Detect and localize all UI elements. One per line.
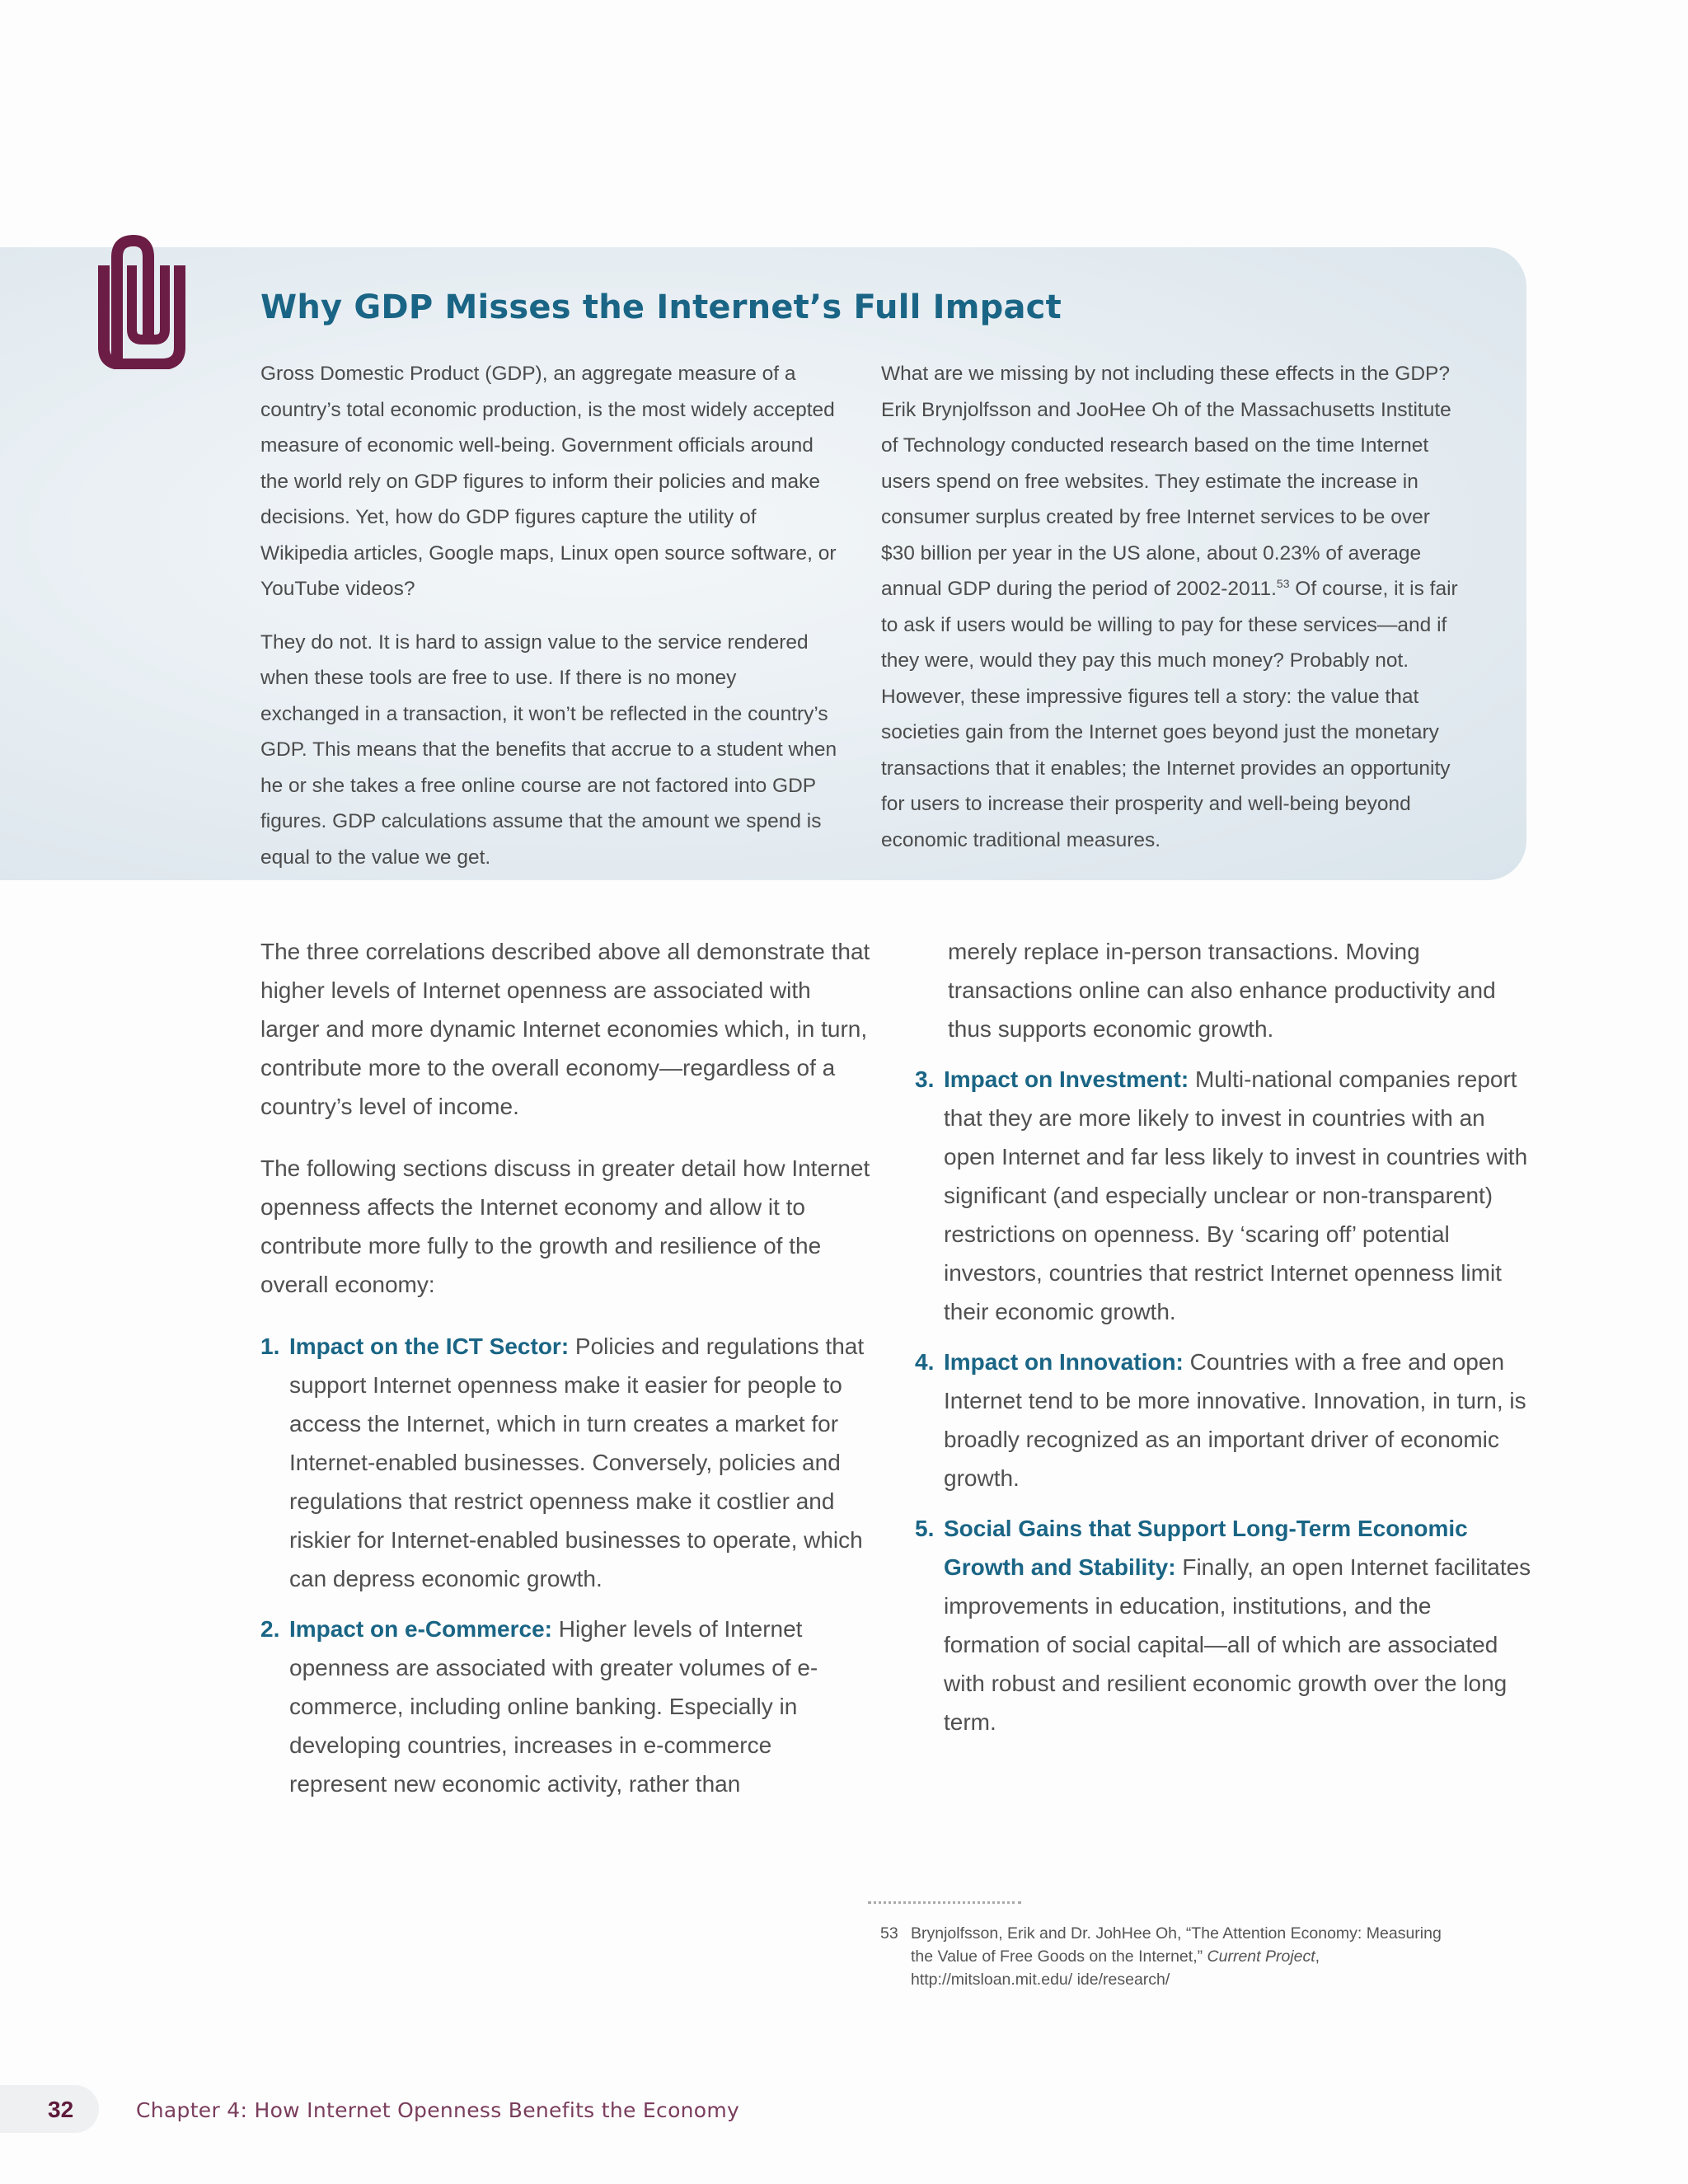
- footnote-divider: [868, 1901, 1021, 1904]
- list-text: Multi-national companies report that they are more likely to invest in countries with an open Internet and far less likely to invest in countries with significant (and especially unclear or non-transparent) restrictions on openness. By ‘scaring off’ potential investors, countries that restrict Internet openness limit their economic growth.: [944, 1066, 1528, 1324]
- openness-logo-icon: [97, 232, 188, 369]
- sidebar-left-column: [260, 356, 841, 893]
- body-left-column: [260, 932, 875, 1815]
- footnote: [880, 1922, 1457, 1991]
- list-item: [260, 1327, 875, 1598]
- page-number: 32: [48, 2097, 74, 2122]
- sidebar-paragraph: They do not. It is hard to assign value to the service rendered when these tools are free to use. If there is no money exchanged in a transaction, it won’t be reflected in the country’s GDP. This means that the benefits that accrue to a student when he or she takes a free online course are not factored into GDP figures. GDP calculations assume that the amount we spend is equal to the value we get.: [260, 630, 837, 869]
- list-number: 2.: [260, 1616, 280, 1642]
- impact-list-continued: [915, 1060, 1533, 1741]
- list-text: Finally, an open Internet facilitates improvements in education, institutions, and the formation of social capital—all of which are associated with robust and resilient economic growth over the long term.: [944, 1554, 1531, 1735]
- footnote-reference[interactable]: 53: [1276, 576, 1290, 590]
- footnote-text: [880, 1922, 1457, 1991]
- footnote-text-part: Brynjolfsson, Erik and Dr. JohHee Oh, “The Attention Economy: Measuring the Value of Free Goods on the Internet,”: [911, 1924, 1442, 1966]
- body-right-column: [915, 932, 1533, 1753]
- list-heading: Impact on Investment:: [944, 1066, 1189, 1092]
- sidebar-text: Of course, it is fair to ask if users would be willing to pay for these services—and if they were, would they pay this much money? Probably not. However, these impressive figures tell a story: the value that societies gain from the Internet goes beyond just the monetary transactions that it enables; the Internet provides an opportunity for users to increase their prosperity and well-being beyond economic traditional measures.: [881, 578, 1458, 851]
- sidebar-title: Why GDP Misses the Internet’s Full Impact: [260, 288, 1062, 326]
- list-item: [915, 1509, 1533, 1741]
- list-text: Countries with a free and open Internet tend to be more innovative. Innovation, in turn, is broadly recognized as an important driver of economic growth.: [944, 1349, 1526, 1491]
- body-paragraph: The three correlations described above all demonstrate that higher levels of Internet openness are associated with larger and more dynamic Internet economies which, in turn, contribute more to the overall economy—regardless of a country’s level of income.: [260, 939, 870, 1119]
- list-item: [260, 1610, 875, 1803]
- list-heading: Social Gains that Support Long-Term Economic Growth and Stability:: [944, 1516, 1468, 1580]
- body-paragraph: The following sections discuss in greater detail how Internet openness affects the Internet economy and allow it to contribute more fully to the growth and resilience of the overall economy:: [260, 1155, 870, 1297]
- list-continuation: merely replace in-person transactions. Moving transactions online can also enhance productivity and thus supports economic growth.: [948, 939, 1496, 1042]
- list-item: [915, 1343, 1533, 1497]
- sidebar-text: What are we missing by not including these effects in the GDP? Erik Brynjolfsson and JooHee Oh of the Massachusetts Institute of Technology conducted research based on the time Internet users spend on free websites. They estimate the increase in consumer surplus created by free Internet services to be over $30 billion per year in the US alone, about 0.23% of average annual GDP during the period of 2002-2011.: [881, 363, 1451, 600]
- running-footer-chapter-title: Chapter 4: How Internet Openness Benefits the Economy: [136, 2098, 740, 2122]
- sidebar-paragraph: Gross Domestic Product (GDP), an aggregate measure of a country’s total economic production, is the most widely accepted measure of economic well-being. Government officials around the world rely on GDP figures to inform their policies and make decisions. Yet, how do GDP figures capture the utility of Wikipedia articles, Google maps, Linux open source software, or YouTube videos?: [260, 363, 837, 600]
- footnote-italic: Current Project: [1207, 1947, 1315, 1966]
- list-number: 3.: [915, 1066, 935, 1092]
- list-item: [915, 1060, 1533, 1331]
- sidebar-right-column: [881, 356, 1466, 875]
- footnote-url[interactable]: , http://mitsloan.mit.edu/ ide/research/: [911, 1947, 1320, 1989]
- list-text: Policies and regulations that support Internet openness make it easier for people to access the Internet, which in turn creates a market for Internet-enabled businesses. Conversely, policies and regulations that restrict openness make it costlier and riskier for Internet-enabled businesses to operate, which can depress economic growth.: [289, 1333, 865, 1591]
- sidebar-paragraph: [881, 356, 1466, 858]
- list-heading: Impact on Innovation:: [944, 1349, 1184, 1375]
- list-text: Higher levels of Internet openness are associated with greater volumes of e-commerce, including online banking. Especially in developing countries, increases in e-commerce represent new economic activity, rather than: [289, 1616, 818, 1797]
- list-heading: Impact on e-Commerce:: [289, 1616, 552, 1642]
- list-number: 1.: [260, 1333, 280, 1359]
- list-number: 4.: [915, 1349, 935, 1375]
- footnote-number: 53: [880, 1924, 898, 1943]
- impact-list: [260, 1327, 875, 1803]
- list-number: 5.: [915, 1516, 935, 1541]
- list-heading: Impact on the ICT Sector:: [289, 1333, 570, 1359]
